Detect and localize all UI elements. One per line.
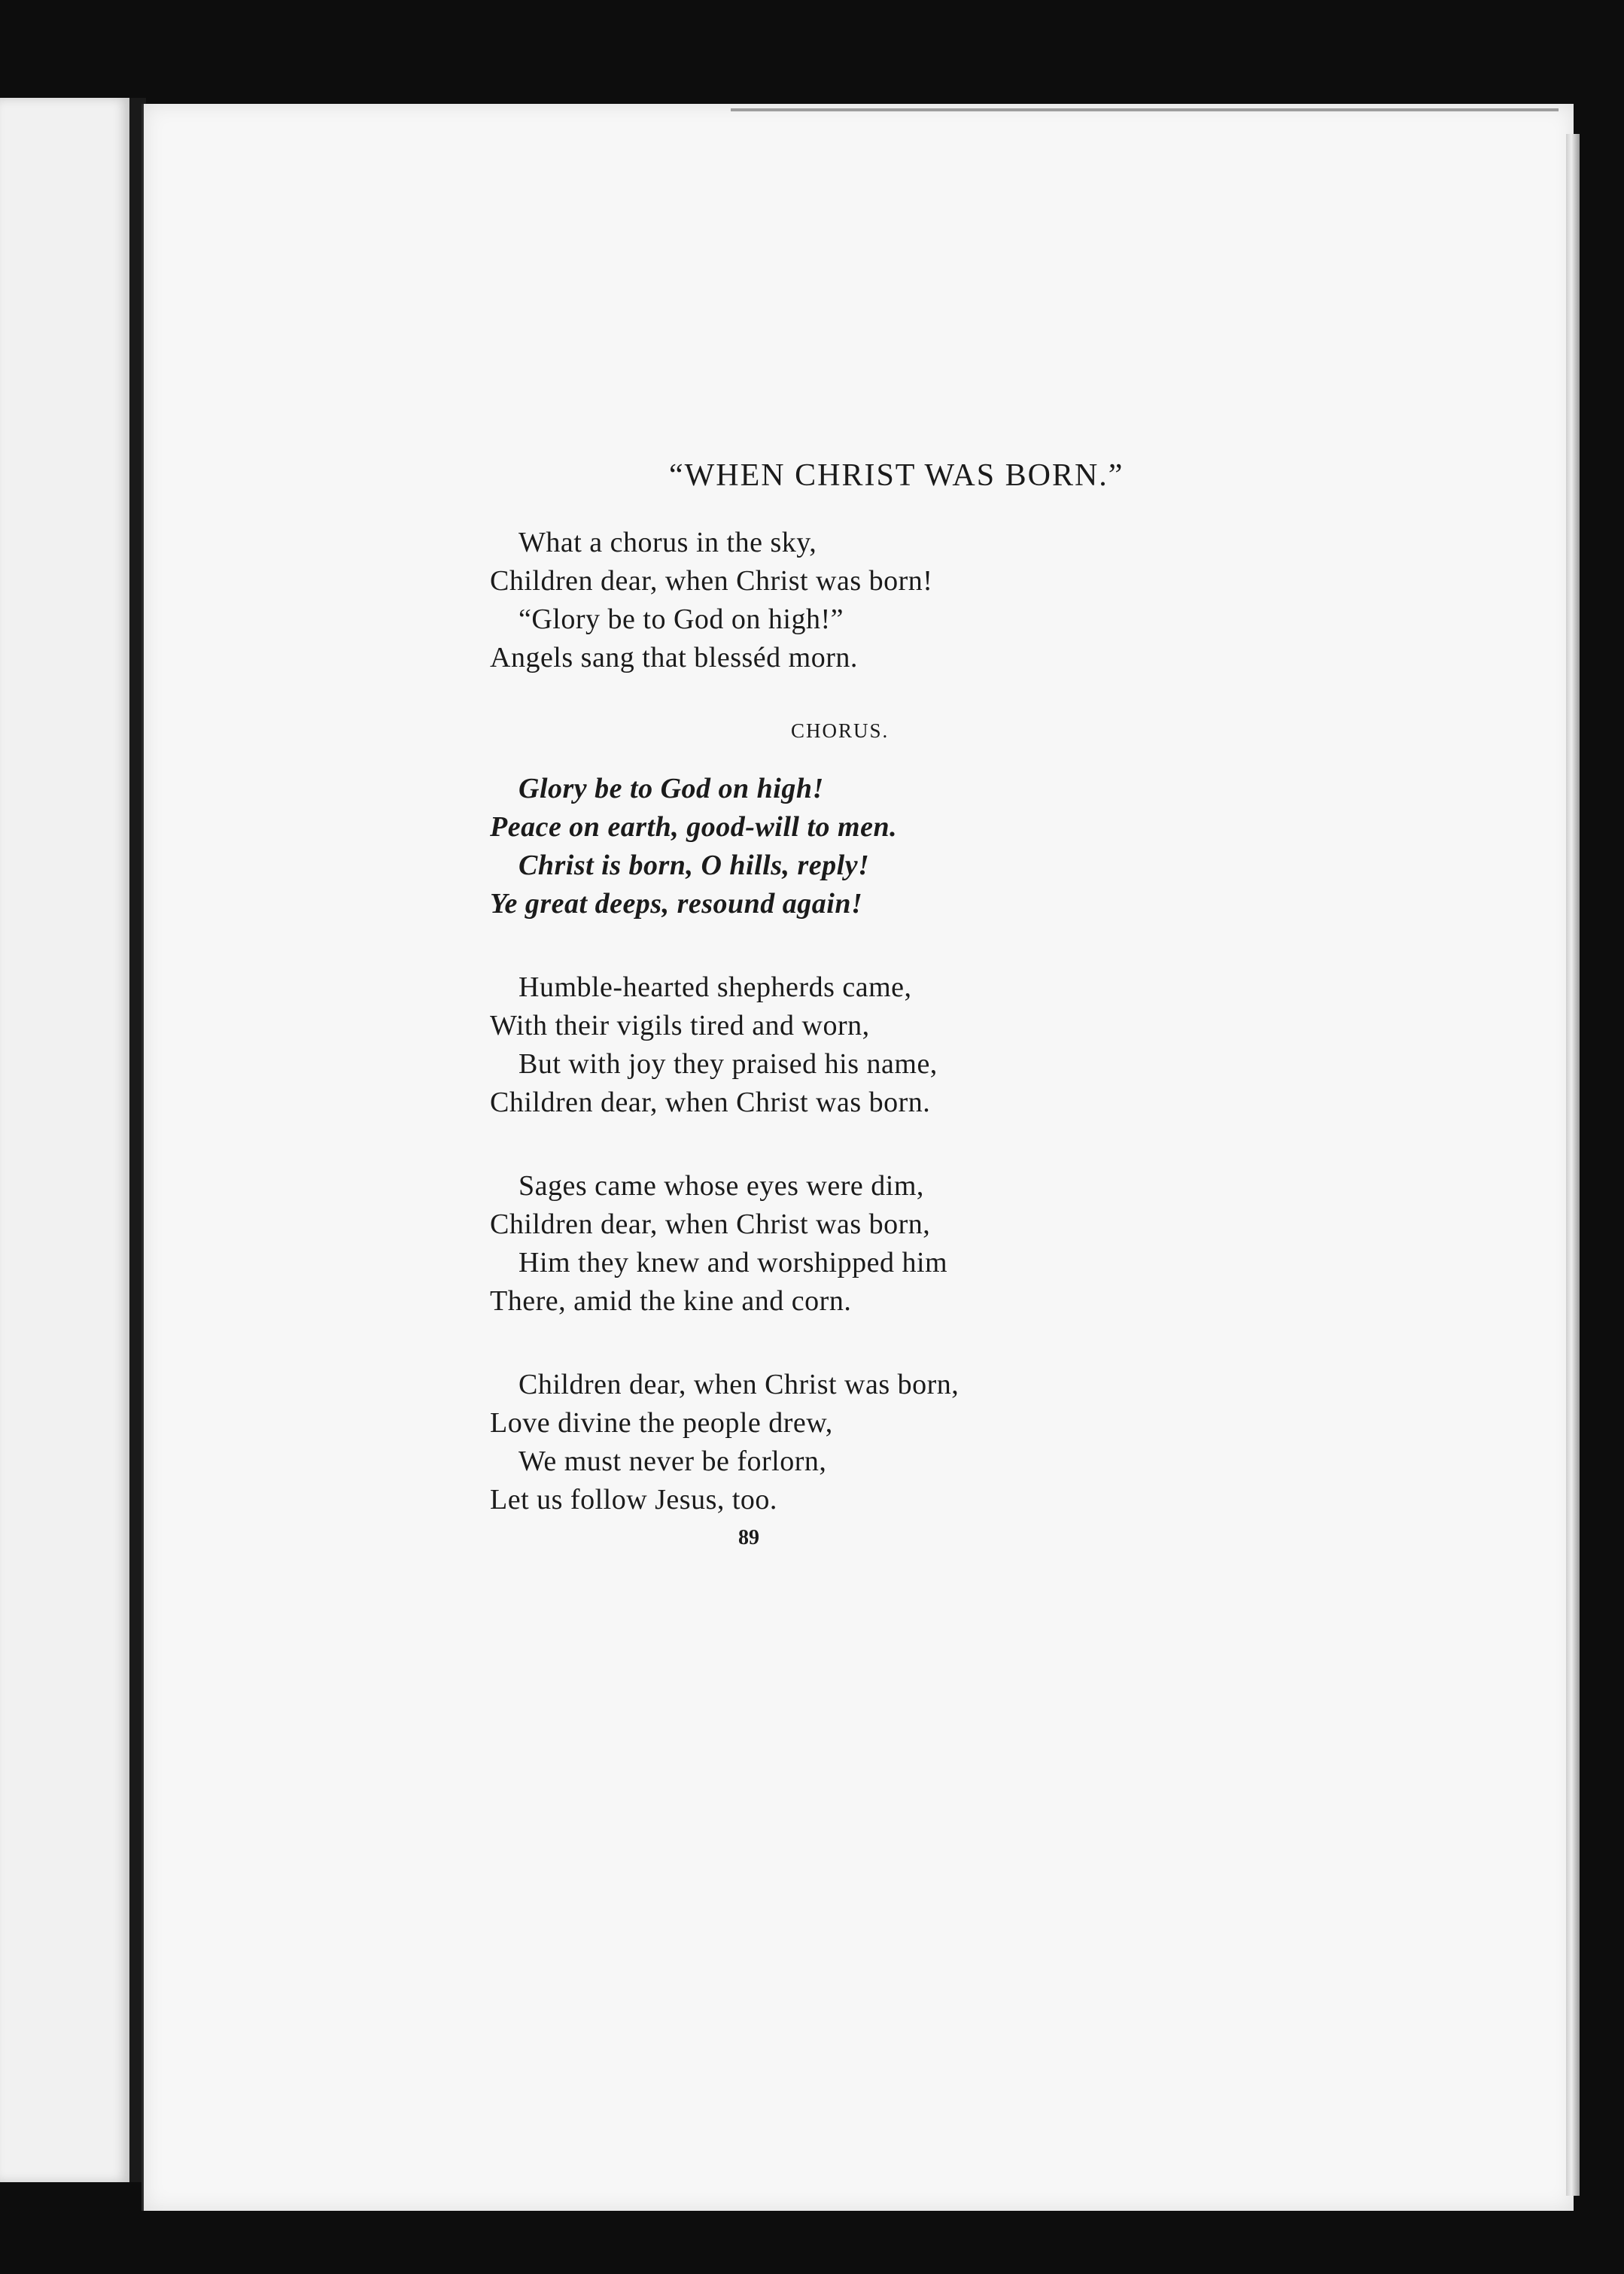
page-top-edge — [731, 108, 1559, 111]
poem-line: Children dear, when Christ was born, — [519, 1369, 959, 1400]
chorus-line: Christ is born, O hills, reply! — [519, 850, 870, 881]
poem-line: There, amid the kine and corn. — [490, 1285, 852, 1317]
poem-line: Let us follow Jesus, too. — [490, 1484, 777, 1515]
chorus-label: CHORUS. — [791, 719, 890, 742]
left-page-edge — [0, 98, 131, 2182]
poem-line: But with joy they praised his name, — [519, 1048, 938, 1080]
poem — [490, 458, 1242, 1564]
page-right-edge — [1566, 134, 1580, 2196]
poem-line: Sages came whose eyes were dim, — [519, 1170, 924, 1202]
chorus-line: Glory be to God on high! — [519, 773, 824, 804]
poem-line: Him they knew and worshipped him — [519, 1247, 948, 1278]
stanza-4 — [490, 1366, 1242, 1519]
poem-line: Humble-hearted shepherds came, — [519, 971, 912, 1003]
stanza-3 — [490, 1167, 1242, 1321]
poem-line: What a chorus in the sky, — [519, 527, 817, 558]
poem-line: “Glory be to God on high!” — [519, 603, 844, 635]
poem-line: With their vigils tired and worn, — [490, 1010, 870, 1041]
poem-title: “WHEN CHRIST WAS BORN.” — [669, 458, 1124, 493]
chorus-line: Peace on earth, good-will to men. — [490, 811, 898, 843]
poem-line: Children dear, when Christ was born, — [490, 1208, 931, 1240]
stanza-1 — [490, 524, 1242, 677]
poem-line: We must never be forlorn, — [519, 1446, 827, 1477]
chorus-line: Ye great deeps, resound again! — [490, 888, 863, 920]
poem-line: Children dear, when Christ was born. — [490, 1087, 931, 1118]
book-page — [141, 104, 1574, 2211]
poem-line: Love divine the people drew, — [490, 1407, 833, 1439]
stanza-2 — [490, 968, 1242, 1122]
poem-line: Angels sang that blesséd morn. — [490, 642, 858, 673]
page-number: 89 — [738, 1526, 759, 1549]
chorus — [490, 770, 1242, 923]
poem-line: Children dear, when Christ was born! — [490, 565, 933, 597]
